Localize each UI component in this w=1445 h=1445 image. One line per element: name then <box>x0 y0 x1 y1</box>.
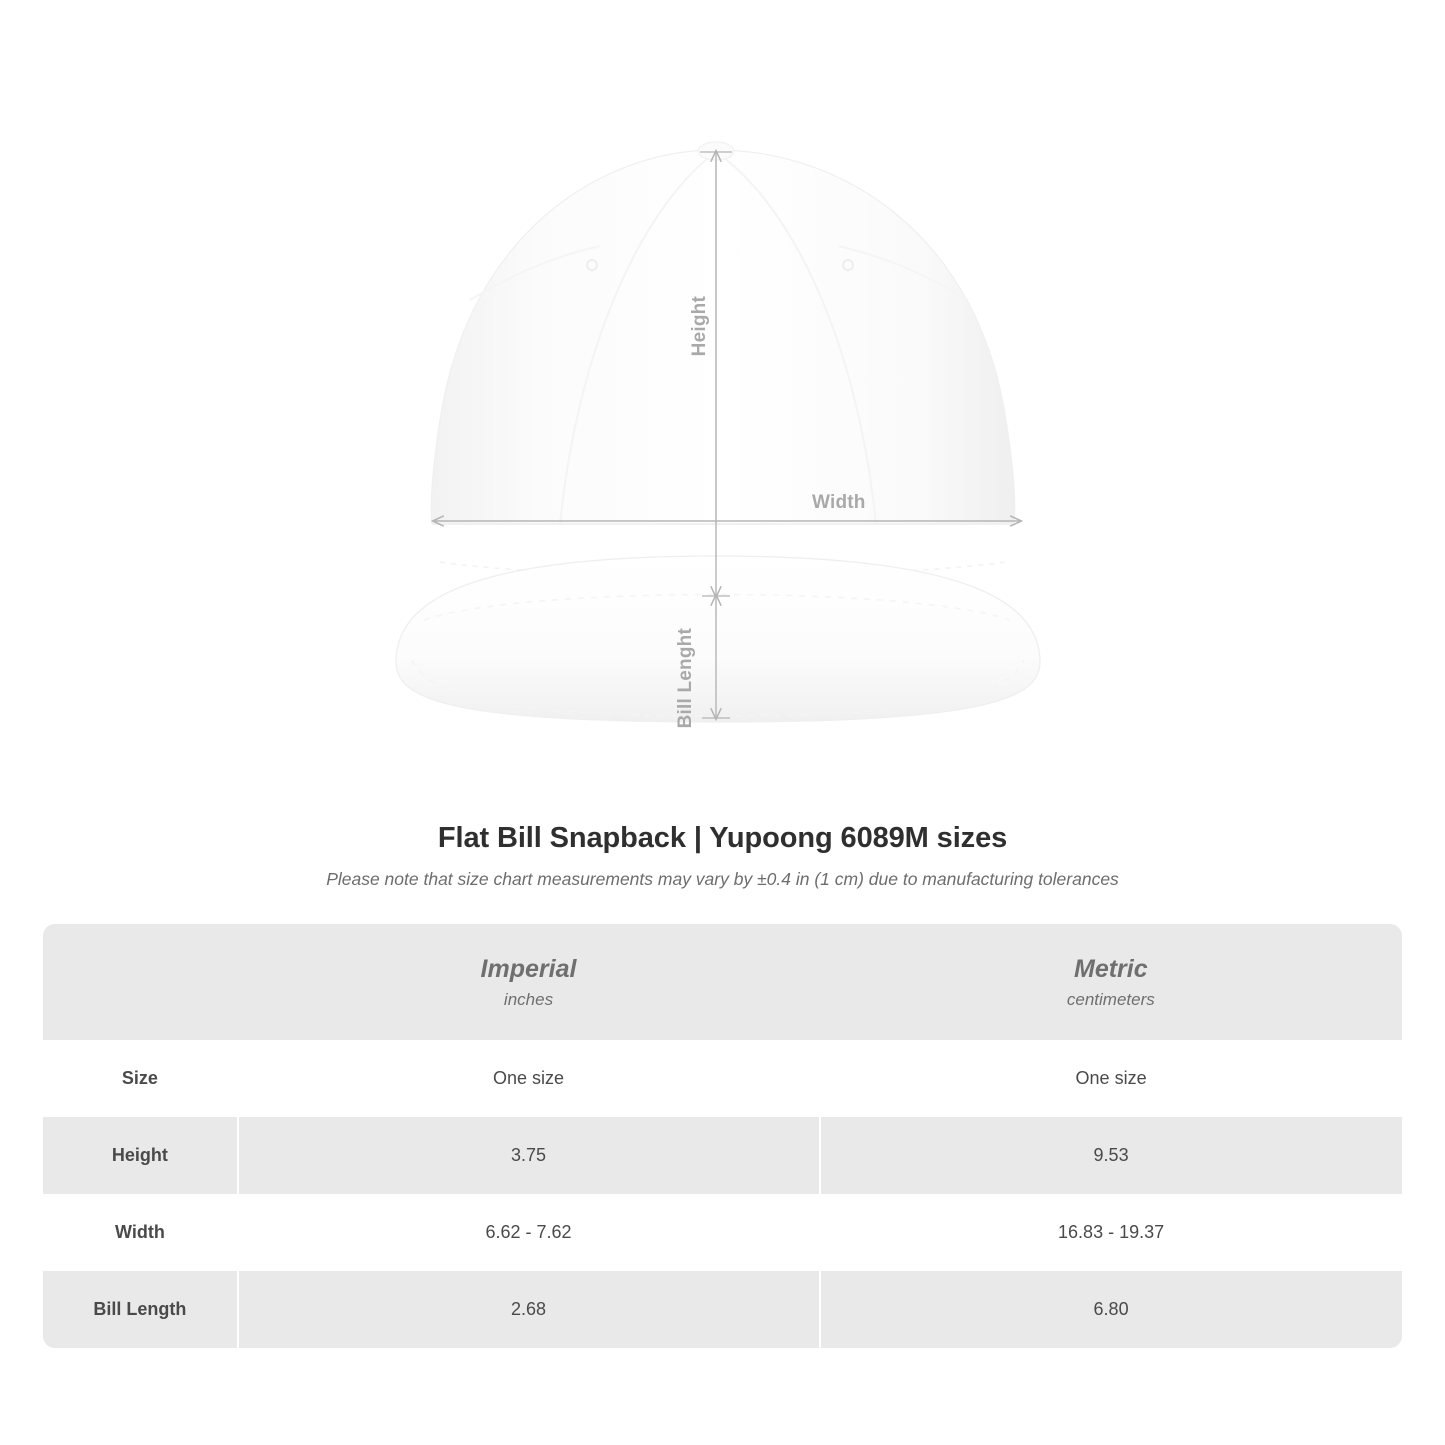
size-chart-container <box>43 924 1402 1348</box>
header-imperial-unit: inches <box>503 989 554 1009</box>
tolerance-note: Please note that size chart measurements may vary by ±0.4 in (1 cm) due to manufacturing tolerances <box>326 869 1119 889</box>
table-row <box>43 1117 1402 1194</box>
header-metric-unit: centimeters <box>1066 989 1155 1009</box>
cell-width-imperial: 6.62 - 7.62 <box>237 1194 819 1271</box>
height-dimension-label: Height <box>689 296 710 357</box>
table-body <box>43 1040 1402 1348</box>
table-head <box>43 924 1402 1040</box>
table-row <box>43 1040 1402 1117</box>
cell-height-metric: 9.53 <box>820 1117 1402 1194</box>
header-corner-cell <box>43 924 237 1040</box>
table-row <box>43 1194 1402 1271</box>
row-label-width: Width <box>43 1194 237 1271</box>
bill-length-label-line1: Bill <box>675 698 696 729</box>
page-title: Flat Bill Snapback | Yupoong 6089M sizes <box>437 822 1008 854</box>
row-label-size: Size <box>43 1040 237 1117</box>
table-header-row <box>43 924 1402 1040</box>
cell-size-metric: One size <box>820 1040 1402 1117</box>
bill-length-label-line2: Lenght <box>675 628 696 693</box>
cell-bill-length-metric: 6.80 <box>820 1271 1402 1348</box>
size-chart-table <box>43 924 1402 1348</box>
row-label-height: Height <box>43 1117 237 1194</box>
width-dimension-label: Width <box>812 492 866 513</box>
cell-size-imperial: One size <box>237 1040 819 1117</box>
cell-width-metric: 16.83 - 19.37 <box>820 1194 1402 1271</box>
header-imperial-cell <box>237 924 819 1040</box>
table-row <box>43 1271 1402 1348</box>
header-metric-system: Metric <box>1074 955 1148 983</box>
row-label-bill-length: Bill Length <box>43 1271 237 1348</box>
header-imperial-system: Imperial <box>480 955 577 983</box>
title-block <box>0 822 1445 890</box>
cell-bill-length-imperial: 2.68 <box>237 1271 819 1348</box>
header-metric-cell <box>820 924 1402 1040</box>
bill-length-dimension-label <box>676 628 696 728</box>
cell-height-imperial: 3.75 <box>237 1117 819 1194</box>
